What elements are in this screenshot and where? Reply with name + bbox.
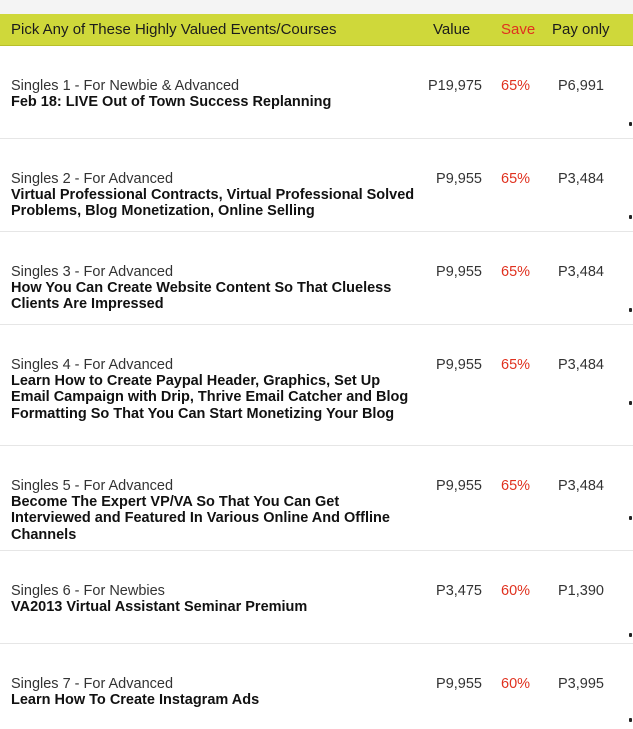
row-course-title: Virtual Professional Contracts, Virtual Professional Solved Problems, Blog Monetization, Online Selling [11, 187, 415, 220]
row-value: P9,955 [436, 357, 482, 373]
row-subtitle: Singles 6 - For Newbies [11, 583, 165, 599]
table-row-6 [0, 551, 633, 644]
bullet-icon [629, 308, 632, 312]
table-row-2 [0, 139, 633, 232]
row-course-title: How You Can Create Website Content So That Clueless Clients Are Impressed [11, 280, 392, 313]
row-subtitle: Singles 7 - For Advanced [11, 676, 174, 692]
bullet-icon [629, 122, 632, 126]
row-value: P9,955 [436, 264, 482, 280]
bullet-icon [629, 401, 632, 405]
row-subtitle: Singles 5 - For Advanced [11, 478, 174, 494]
table-row-1 [0, 46, 633, 139]
row-save: 65% [501, 171, 531, 187]
row-save: 65% [501, 357, 531, 373]
row-pay: P3,484 [558, 478, 604, 494]
row-save: 65% [501, 264, 531, 280]
row-value: P9,955 [436, 478, 482, 494]
table-row-4 [0, 325, 633, 446]
table-row-7 [0, 644, 633, 729]
bullet-icon [629, 633, 632, 637]
header-save-label: Save [501, 21, 536, 38]
row-value: P19,975 [427, 78, 482, 94]
table-row-5 [0, 446, 633, 551]
row-pay: P3,995 [558, 676, 604, 692]
bullet-icon [629, 718, 632, 722]
bullet-icon [629, 516, 632, 520]
table-header [0, 14, 633, 46]
row-save: 65% [501, 78, 531, 94]
row-subtitle: Singles 2 - For Advanced [11, 171, 174, 187]
row-save: 60% [501, 676, 531, 692]
row-pay: P1,390 [558, 583, 604, 599]
header-value-label: Value [433, 21, 471, 38]
row-subtitle: Singles 3 - For Advanced [11, 264, 174, 280]
course-list [0, 46, 633, 729]
header-pay-label: Pay only [552, 21, 610, 38]
row-course-title: Learn How to Create Paypal Header, Graphics, Set Up Email Campaign with Drip, Thrive Email Catcher and Blog Formatting So That You Can Start Monetizing Your Blog [11, 373, 409, 422]
row-value: P3,475 [436, 583, 482, 599]
row-save: 65% [501, 478, 531, 494]
row-value: P9,955 [436, 676, 482, 692]
row-value: P9,955 [436, 171, 482, 187]
bullet-icon [629, 215, 632, 219]
row-course-title: Learn How To Create Instagram Ads [11, 692, 260, 708]
row-save: 60% [501, 583, 531, 599]
row-pay: P6,991 [558, 78, 604, 94]
row-pay: P3,484 [558, 171, 604, 187]
row-course-title: VA2013 Virtual Assistant Seminar Premium [11, 599, 308, 615]
row-subtitle: Singles 1 - For Newbie & Advanced [11, 78, 240, 94]
row-subtitle: Singles 4 - For Advanced [11, 357, 174, 373]
row-course-title: Feb 18: LIVE Out of Town Success Replanning [11, 94, 332, 110]
top-strip [0, 0, 633, 14]
header-title: Pick Any of These Highly Valued Events/Courses [11, 21, 337, 38]
row-pay: P3,484 [558, 357, 604, 373]
row-course-title: Become The Expert VP/VA So That You Can Get Interviewed and Featured In Various Online And Offline Channels [11, 494, 390, 543]
table-row-3 [0, 232, 633, 325]
row-pay: P3,484 [558, 264, 604, 280]
